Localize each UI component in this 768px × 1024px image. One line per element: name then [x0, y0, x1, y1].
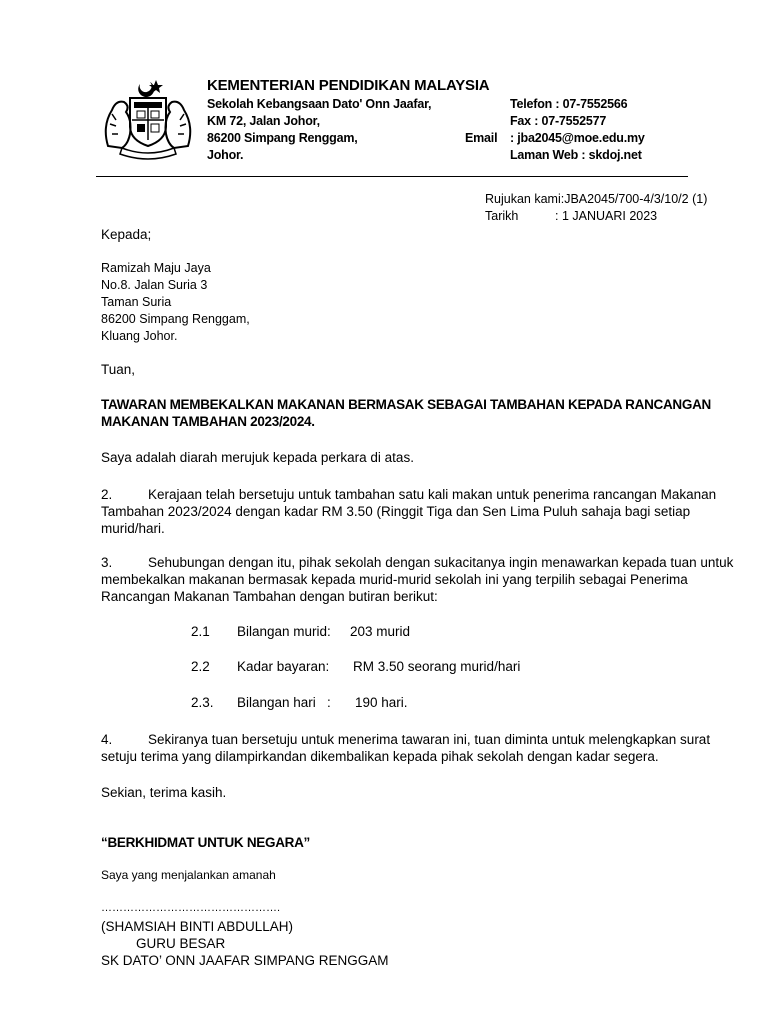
- telefon: Telefon : 07-7552566: [510, 97, 628, 111]
- item-label: Bilangan murid:: [237, 624, 331, 639]
- paragraph-line: Rancangan Makanan Tambahan dengan butiran berikut:: [101, 589, 438, 604]
- item-value: RM 3.50 seorang murid/hari: [353, 659, 521, 674]
- school-address: [207, 96, 431, 164]
- recipient-line: Taman Suria: [101, 295, 172, 309]
- signature-line: ………………………………………….: [101, 902, 281, 914]
- recipient-line: Ramizah Maju Jaya: [101, 261, 211, 275]
- closing: Sekian, terima kasih.: [101, 785, 227, 800]
- paragraph-line: murid/hari.: [101, 521, 165, 536]
- signatory-title: GURU BESAR: [136, 936, 226, 951]
- recipient-line: Kluang Johor.: [101, 329, 178, 343]
- paragraph-number: 3.: [101, 555, 113, 570]
- address-line: KM 72, Jalan Johor,: [207, 114, 320, 128]
- intro-paragraph: Saya adalah diarah merujuk kepada perkara di atas.: [101, 450, 414, 465]
- address-line: Johor.: [207, 148, 244, 162]
- subject: [101, 396, 711, 430]
- website: Laman Web : skdoj.net: [510, 148, 642, 162]
- item-value: 203 murid: [350, 624, 411, 639]
- date-label: Tarikh: [485, 209, 519, 223]
- item-number: 2.3.: [191, 695, 214, 710]
- paragraph-number: 2.: [101, 487, 113, 502]
- email-label: Email: [465, 131, 498, 145]
- subject-line: TAWARAN MEMBEKALKAN MAKANAN BERMASAK SEBAGAI TAMBAHAN KEPADA RANCANGAN: [101, 397, 711, 412]
- greeting: Tuan,: [101, 362, 136, 377]
- reference-block: [485, 191, 707, 225]
- paragraph-line: setuju terima yang dilampirkandan dikembalikan kepada pihak sekolah dengan kadar segera.: [101, 749, 659, 764]
- recipient-address: [101, 260, 250, 345]
- paragraph-3: [101, 554, 733, 605]
- paragraph-number: 4.: [101, 732, 113, 747]
- paragraph-line: membekalkan makanan bermasak kepada murid-murid sekolah ini yang terpilih sebagai Penerima: [101, 572, 688, 587]
- recipient-line: No.8. Jalan Suria 3: [101, 278, 208, 292]
- address-line: 86200 Simpang Renggam,: [207, 131, 358, 145]
- item-label: Kadar bayaran:: [237, 659, 330, 674]
- item-number: 2.1: [191, 624, 210, 639]
- fax: Fax : 07-7552577: [510, 114, 607, 128]
- header-divider: [96, 176, 688, 177]
- malaysia-coat-of-arms-icon: [100, 76, 196, 160]
- trust-line: Saya yang menjalankan amanah: [101, 868, 276, 882]
- date-value: : 1 JANUARI 2023: [555, 209, 658, 223]
- signatory-name: (SHAMSIAH BINTI ABDULLAH): [101, 919, 294, 934]
- paragraph-line: Kerajaan telah bersetuju untuk tambahan satu kali makan untuk penerima rancangan Makanan: [148, 487, 717, 502]
- school-name: SK DATO’ ONN JAAFAR SIMPANG RENGGAM: [101, 953, 389, 968]
- address-line: Sekolah Kebangsaan Dato' Onn Jaafar,: [207, 97, 432, 111]
- ministry-name: KEMENTERIAN PENDIDIKAN MALAYSIA: [207, 77, 490, 94]
- item-number: 2.2: [191, 659, 210, 674]
- paragraph-line: Sehubungan dengan itu, pihak sekolah dengan sukacitanya ingin menawarkan kepada tuan untuk: [148, 555, 734, 570]
- salutation: Kepada;: [101, 227, 152, 242]
- paragraph-line: Tambahan 2023/2024 dengan kadar RM 3.50 (Ringgit Tiga dan Sen Lima Puluh sahaja bagi setiap: [101, 504, 691, 519]
- paragraph-4: [101, 731, 710, 765]
- reference-number: Rujukan kami:JBA2045/700-4/3/10/2 (1): [485, 192, 708, 206]
- paragraph-line: Sekiranya tuan bersetuju untuk menerima tawaran ini, tuan diminta untuk melengkapkan surat: [148, 732, 711, 747]
- recipient-line: 86200 Simpang Renggam,: [101, 312, 250, 326]
- item-value: 190 hari.: [355, 695, 408, 710]
- paragraph-2: [101, 486, 716, 537]
- email: : jba2045@moe.edu.my: [510, 131, 645, 145]
- item-label: Bilangan hari :: [237, 695, 331, 710]
- subject-line: MAKANAN TAMBAHAN 2023/2024.: [101, 414, 315, 429]
- motto: “BERKHIDMAT UNTUK NEGARA”: [101, 835, 310, 850]
